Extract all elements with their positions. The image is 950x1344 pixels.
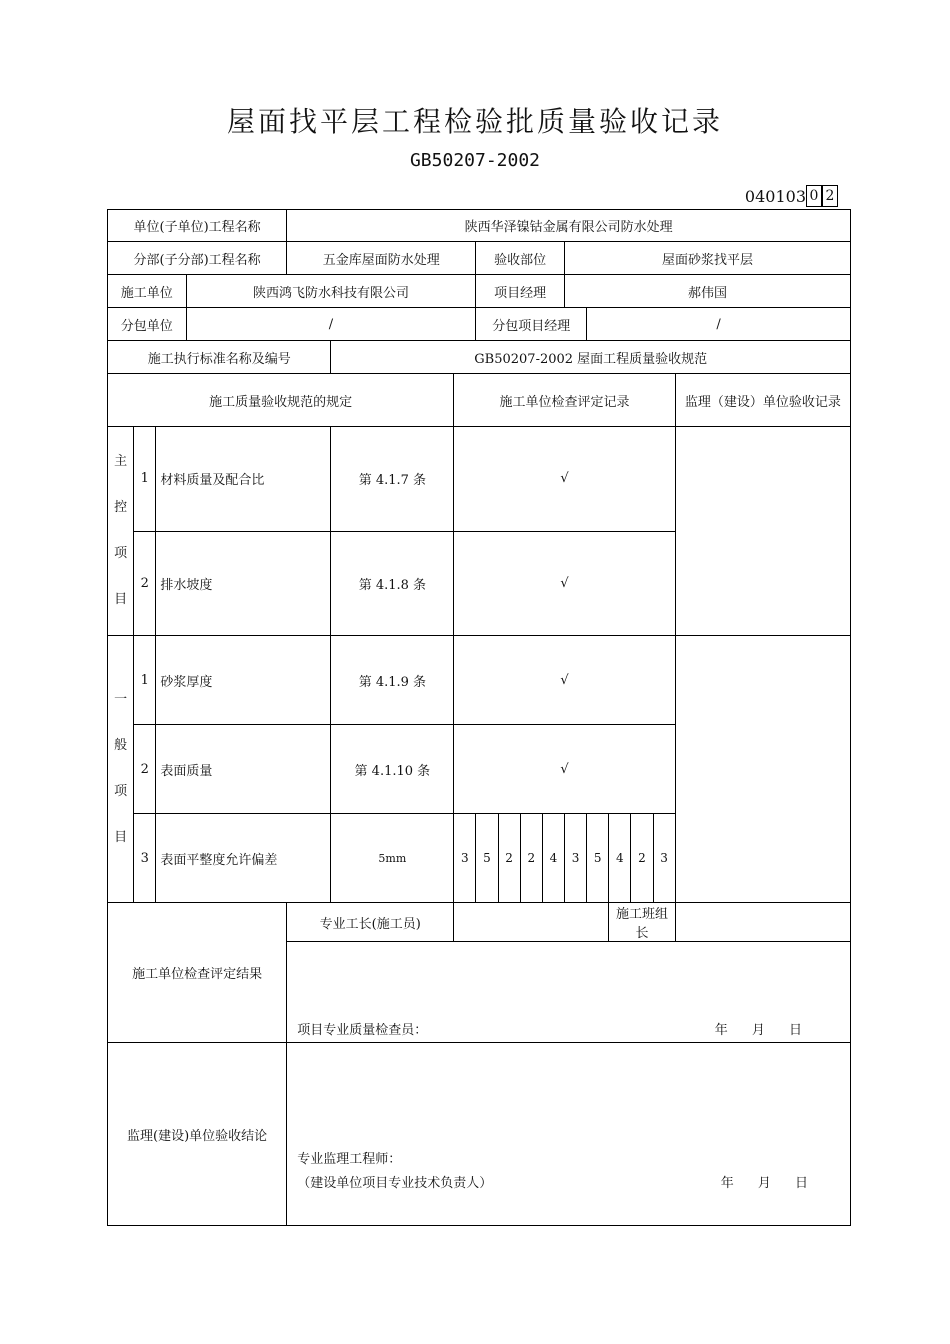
item-name: 表面质量 [156,725,331,814]
subcontractor-value[interactable]: / [186,308,476,341]
item-name: 材料质量及配合比 [156,427,331,532]
sub-manager-label: 分包项目经理 [476,308,587,341]
item-clause: 第 4.1.9 条 [331,636,454,725]
contractor-value[interactable]: 陕西鸿飞防水科技有限公司 [186,275,476,308]
sub-manager-value[interactable]: / [587,308,851,341]
deviation-value[interactable]: 5 [587,814,609,903]
item-number: 3 [134,814,156,903]
item-result[interactable]: √ [454,725,675,814]
spec-column-header: 施工质量验收规范的规定 [108,374,454,427]
item-clause: 第 4.1.8 条 [331,531,454,636]
page-title: 屋面找平层工程检验批质量验收记录 [226,105,723,138]
item-number: 1 [134,636,156,725]
supervisor-engineer-label: 专业监理工程师： [297,1152,402,1167]
item-result[interactable]: √ [454,531,675,636]
item-number: 1 [134,427,156,532]
project-manager-value[interactable]: 郝伟国 [564,275,850,308]
item-result[interactable]: √ [454,427,675,532]
item-number: 2 [134,531,156,636]
foreman-value[interactable] [454,903,609,942]
contractor-result-label: 施工单位检查评定结果 [108,903,287,1043]
foreman-label: 专业工长(施工员) [287,903,454,942]
deviation-value[interactable]: 3 [653,814,675,903]
team-leader-value[interactable] [675,903,850,942]
qc-date-label: 年 月 日 [714,1023,802,1038]
contractor-result-cell[interactable] [287,942,851,1043]
deviation-value[interactable]: 4 [542,814,564,903]
item-result[interactable]: √ [454,636,675,725]
supervisor-record-header: 监理（建设）单位验收记录 [675,374,850,427]
standard-code: GB50207-2002 [409,150,541,171]
unit-project-value[interactable]: 陕西华泽镍钴金属有限公司防水处理 [287,210,851,242]
subcontractor-label: 分包单位 [108,308,187,341]
deviation-value[interactable]: 2 [520,814,542,903]
inspection-part-value[interactable]: 屋面砂浆找平层 [564,242,850,275]
qc-inspector-label: 项目专业质量检查员： [297,1023,428,1038]
item-clause: 第 4.1.10 条 [331,725,454,814]
item-name: 排水坡度 [156,531,331,636]
exec-standard-value[interactable]: GB50207-2002 屋面工程质量验收规范 [331,341,851,374]
main-items-group: 主 控 项 目 [108,427,134,636]
item-name: 砂浆厚度 [156,636,331,725]
deviation-value[interactable]: 4 [609,814,631,903]
general-items-group: 一 般 项 目 [108,636,134,903]
inspection-part-label: 验收部位 [476,242,565,275]
supervisor-conclusion-cell[interactable] [287,1043,851,1226]
record-code-box[interactable]: 0 [806,185,822,207]
unit-project-label: 单位(子单位)工程名称 [108,210,287,242]
contractor-label: 施工单位 [108,275,187,308]
deviation-value[interactable]: 2 [498,814,520,903]
project-manager-label: 项目经理 [476,275,565,308]
item-number: 2 [134,725,156,814]
record-code [745,185,838,207]
deviation-value[interactable]: 3 [454,814,476,903]
deviation-value[interactable]: 3 [564,814,586,903]
record-code-digit: 3 [795,186,806,206]
owner-rep-label: （建设单位项目专业技术负责人） [297,1176,493,1191]
item-clause: 第 4.1.7 条 [331,427,454,532]
subdivision-value[interactable]: 五金库屋面防水处理 [287,242,476,275]
item-name: 表面平整度允许偏差 [156,814,331,903]
supervisor-conclusion-label: 监理(建设)单位验收结论 [108,1043,287,1226]
contractor-record-header: 施工单位检查评定记录 [454,374,675,427]
record-code-box[interactable]: 2 [822,185,838,207]
supervisor-main-cell[interactable] [675,427,850,636]
exec-standard-label: 施工执行标准名称及编号 [108,341,331,374]
deviation-value[interactable]: 5 [476,814,498,903]
team-leader-label: 施工班组长 [609,903,675,942]
supervisor-general-cell[interactable] [675,636,850,903]
subdivision-label: 分部(子分部)工程名称 [108,242,287,275]
deviation-value[interactable]: 2 [631,814,653,903]
record-code-prefix: 04010 [744,186,796,206]
deviation-limit: 5mm [331,814,454,903]
supervisor-date-label: 年 月 日 [720,1176,808,1191]
inspection-form [107,209,851,1226]
